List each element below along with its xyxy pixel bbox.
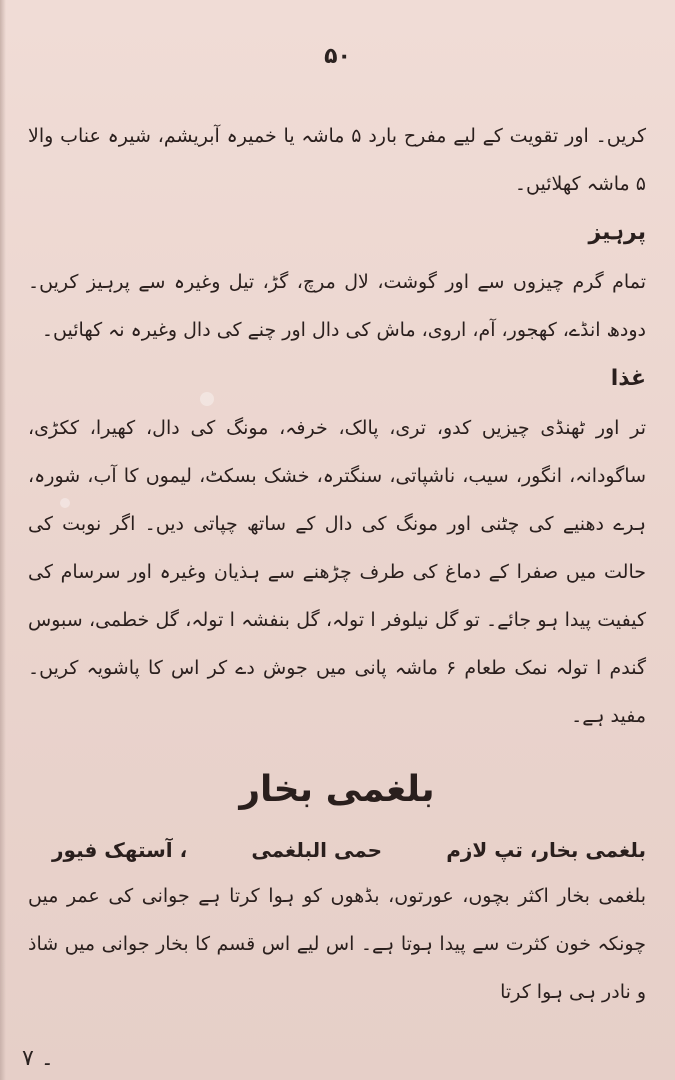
name-arabic: حمی البلغمی <box>251 838 383 862</box>
heading-parhez: پرہیز <box>588 220 646 245</box>
name-english: ، آستھک فیور <box>52 838 188 862</box>
page-text <box>28 112 646 1016</box>
disease-names-row <box>28 828 646 872</box>
name-urdu: بلغمی بخار، تپ لازم <box>446 838 646 862</box>
paragraph-ghiza: تر اور ٹھنڈی چیزیں کدو، تری، پالک، خرفہ، مونگ کی دال، کھیرا، ککڑی، ساگودانہ، انگور، سیب، ناشپاتی، سنگترہ، خشک بسکٹ، لیموں کا آب، شورہ، ہرے دھنیے کی چٹنی اور مونگ کی دال کے ساتھ چپاتی دیں۔ اگر نوبت کی حالت میں صفرا کے دماغ کی طرف چڑھنے سے ہذیان وغیرہ اور سرسام کی کیفیت پیدا ہو جائے۔ تو گل نیلوفر ا تولہ، گل بنفشہ ا تولہ، گل خطمی، سبوس گندم ا تولہ نمک طعام ۶ ماشہ پانی میں جوش دے کر اس کا پاشویہ کریں۔ مفید ہے۔ <box>28 417 646 727</box>
paragraph-parhez: تمام گرم چیزوں سے اور گوشت، لال مرچ، گڑ، تیل وغیرہ سے پرہیز کریں۔ دودھ انڈے، کھجور، آم، اروی، ماش کی دال اور چنے کی دال وغیرہ نہ کھائیں۔ <box>28 271 646 341</box>
heading-ghiza: غذا <box>610 366 646 391</box>
paragraph-treatment: کریں۔ اور تقویت کے لیے مفرح بارد ۵ ماشہ یا خمیرہ آبریشم، شیرہ عناب والا ۵ ماشہ کھلائیں۔ <box>28 125 647 195</box>
section-title: بلغمی بخار <box>239 769 435 810</box>
page-number: ۵۰ <box>324 44 351 69</box>
paragraph-balghami: بلغمی بخار اکثر بچوں، عورتوں، بڈھوں کو ہوا کرتا ہے جوانی کی عمر میں چونکہ خون کثرت سے پیدا ہوتا ہے۔ اس لیے اس قسم کا بخار جوانی میں شاذ و نادر ہی ہوا کرتا <box>28 885 646 1003</box>
footer-mark: ۔ ٧ <box>22 1046 54 1071</box>
page-edge-shadow <box>0 0 6 1080</box>
